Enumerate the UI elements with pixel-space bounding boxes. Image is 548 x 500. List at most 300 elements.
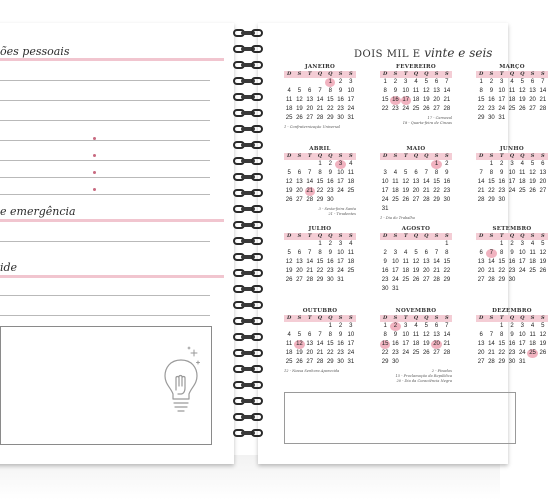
weekday-letter: S — [349, 71, 353, 77]
day-cell: 23 — [498, 188, 506, 194]
spiral-ring — [231, 396, 267, 408]
month-calendar — [476, 225, 548, 285]
day-cell: 9 — [510, 250, 514, 256]
day-cell: 2 — [445, 161, 449, 167]
day-cell: 12 — [296, 97, 303, 103]
day-cell: 11 — [347, 170, 354, 176]
holiday-note: 3 - Sexta-feira Santa — [318, 207, 356, 211]
weekday-header — [284, 315, 356, 322]
day-cell: 4 — [287, 332, 291, 338]
day-cell: 12 — [529, 170, 536, 176]
day-cell: 16 — [337, 97, 344, 103]
month-calendar — [284, 225, 356, 285]
day-cell: 16 — [326, 259, 334, 265]
weekday-letter: Q — [509, 153, 515, 159]
ring-loop-right — [251, 189, 263, 197]
month-name: JULHO — [308, 226, 332, 232]
day-grid — [476, 78, 548, 123]
day-cell: 21 — [316, 350, 324, 356]
weekday-header — [284, 153, 356, 160]
day-cell: 22 — [326, 106, 334, 112]
day-cell: 24 — [508, 188, 516, 194]
holiday-note: 20 - Dia da Consciência Negra — [396, 379, 452, 383]
day-cell: 3 — [404, 323, 408, 329]
weekday-letter: D — [286, 71, 292, 77]
empty-day-cell — [401, 160, 411, 169]
day-cell: 28 — [443, 106, 451, 112]
day-cell: 14 — [306, 259, 314, 265]
weekday-header — [476, 71, 548, 78]
day-cell: 30 — [443, 197, 451, 203]
day-cell: 6 — [434, 323, 439, 329]
spiral-ring — [231, 92, 267, 104]
weekday-header — [380, 71, 452, 78]
day-cell: 8 — [328, 88, 332, 94]
day-cell: 29 — [316, 197, 324, 203]
day-cell: 9 — [338, 88, 343, 94]
day-cell: 18 — [285, 350, 293, 356]
day-cell: 3 — [510, 161, 514, 167]
empty-day-cell — [411, 240, 421, 249]
day-cell: 28 — [316, 115, 324, 121]
day-cell: 1 — [318, 241, 322, 247]
day-cell: 29 — [316, 277, 324, 283]
ring-loop-right — [251, 93, 263, 101]
day-cell: 24 — [347, 106, 355, 112]
day-cell: 15 — [316, 179, 324, 185]
day-cell: 30 — [326, 277, 334, 283]
weekday-letter: T — [499, 153, 504, 159]
day-cell: 13 — [539, 170, 547, 176]
day-cell: 30 — [392, 359, 399, 365]
day-grid — [380, 322, 452, 367]
empty-day-cell — [315, 322, 325, 331]
month-name: DEZEMBRO — [492, 308, 532, 314]
day-cell: 1 — [383, 79, 387, 85]
spiral-ring — [231, 380, 267, 392]
day-cell: 24 — [347, 350, 355, 356]
day-cell: 16 — [508, 341, 516, 347]
ring-loop-right — [251, 301, 263, 309]
day-cell: 8 — [328, 332, 332, 338]
day-cell: 4 — [530, 323, 535, 329]
write-line[interactable] — [0, 160, 210, 161]
write-line[interactable] — [0, 100, 210, 101]
day-cell: 29 — [477, 115, 485, 121]
month-name: OUTUBRO — [302, 308, 338, 314]
spiral-ring — [231, 204, 267, 216]
day-cell: 3 — [338, 241, 343, 247]
day-cell: 6 — [479, 332, 483, 338]
day-cell: 28 — [443, 350, 451, 356]
write-line[interactable] — [0, 315, 210, 316]
weekday-letter: S — [541, 233, 545, 239]
day-cell: 17 — [337, 259, 344, 265]
day-cell: 22 — [326, 350, 334, 356]
day-cell: 19 — [422, 341, 430, 347]
day-cell: 23 — [326, 268, 334, 274]
day-cell: 5 — [541, 323, 545, 329]
empty-day-cell — [401, 240, 411, 249]
holiday-note: 1 - Dia do Trabalho — [380, 216, 416, 220]
ring-loop-right — [251, 397, 263, 405]
weekday-letter: D — [478, 315, 484, 321]
day-cell: 13 — [422, 259, 430, 265]
day-cell: 11 — [286, 97, 293, 103]
day-cell: 7 — [308, 250, 312, 256]
day-cell: 25 — [412, 350, 420, 356]
ring-loop-right — [251, 349, 263, 357]
ring-loop-right — [251, 381, 263, 389]
month-calendar — [476, 145, 548, 205]
day-cell: 27 — [477, 277, 485, 283]
weekday-letter: Q — [317, 315, 323, 321]
ring-loop-right — [251, 205, 263, 213]
ring-loop-right — [251, 269, 263, 277]
day-cell: 18 — [412, 97, 420, 103]
weekday-letter: S — [489, 153, 494, 159]
day-cell: 10 — [337, 250, 344, 256]
weekday-letter: S — [541, 71, 545, 77]
month-calendar — [476, 307, 548, 367]
ring-loop-right — [251, 253, 263, 261]
day-cell: 7 — [308, 170, 312, 176]
day-cell: 17 — [518, 259, 526, 265]
day-cell: 24 — [392, 277, 399, 283]
ring-loop-right — [251, 413, 263, 421]
day-cell: 22 — [316, 188, 324, 194]
empty-day-cell — [284, 78, 294, 87]
day-cell: 20 — [539, 179, 547, 185]
day-cell: 10 — [347, 88, 355, 94]
day-cell: 7 — [424, 170, 428, 176]
weekday-letter: S — [338, 315, 343, 321]
day-cell: 16 — [392, 97, 399, 103]
day-cell: 21 — [433, 268, 440, 274]
weekday-letter: Q — [424, 153, 429, 159]
spiral-ring — [231, 332, 267, 344]
weekday-letter: Q — [509, 71, 515, 77]
day-cell: 5 — [414, 250, 418, 256]
title-caps: DOIS MIL E — [354, 49, 425, 60]
day-cell: 16 — [443, 179, 451, 185]
holiday-note: 17 - Carnaval — [427, 116, 452, 120]
weekday-letter: Q — [424, 233, 429, 239]
day-cell: 25 — [529, 350, 536, 356]
holiday-list — [380, 116, 452, 126]
day-cell: 22 — [498, 350, 506, 356]
ring-loop-right — [251, 109, 263, 117]
day-cell: 14 — [443, 332, 451, 338]
day-cell: 22 — [381, 106, 389, 112]
day-cell: 26 — [422, 106, 430, 112]
day-cell: 26 — [422, 350, 430, 356]
spiral-ring — [231, 236, 267, 248]
day-cell: 11 — [392, 179, 399, 185]
day-cell: 20 — [433, 97, 440, 103]
day-cell: 14 — [477, 179, 485, 185]
day-cell: 24 — [381, 197, 389, 203]
weekday-header — [380, 233, 452, 240]
holiday-note: 2 - Finados — [431, 369, 452, 373]
day-cell: 10 — [518, 332, 526, 338]
day-cell: 10 — [402, 88, 410, 94]
weekday-header — [284, 233, 356, 240]
spiral-ring — [231, 140, 267, 152]
weekday-letter: Q — [520, 233, 525, 239]
day-cell: 27 — [306, 115, 314, 121]
day-cell: 9 — [383, 259, 387, 265]
bullet-dot — [93, 188, 96, 191]
day-cell: 6 — [434, 79, 439, 85]
heading-underline — [0, 275, 224, 278]
holiday-list — [284, 207, 356, 217]
spiral-ring — [231, 348, 267, 360]
weekday-letter: Q — [317, 153, 323, 159]
day-cell: 17 — [347, 97, 355, 103]
write-line[interactable] — [0, 295, 210, 296]
day-cell: 18 — [508, 97, 516, 103]
month-name: SETEMBRO — [492, 226, 532, 232]
weekday-letter: D — [382, 71, 388, 77]
day-cell: 7 — [445, 79, 449, 85]
write-line[interactable] — [0, 177, 210, 178]
spiral-ring — [231, 364, 267, 376]
holiday-note: 1 - Confraternização Universal — [284, 125, 340, 129]
empty-day-cell — [380, 240, 390, 249]
day-grid — [476, 160, 548, 205]
day-cell: 20 — [433, 341, 440, 347]
weekday-letter: S — [445, 153, 449, 159]
weekday-letter: S — [393, 71, 398, 77]
spiral-ring — [231, 428, 267, 440]
weekday-letter: Q — [520, 153, 525, 159]
weekday-letter: T — [307, 233, 312, 239]
day-grid — [284, 78, 356, 123]
day-cell: 17 — [381, 188, 389, 194]
weekday-letter: S — [530, 233, 535, 239]
day-cell: 21 — [443, 341, 451, 347]
ring-loop-right — [251, 365, 263, 373]
write-line[interactable] — [0, 80, 210, 81]
day-cell: 23 — [326, 188, 334, 194]
empty-day-cell — [305, 160, 315, 169]
day-cell: 21 — [539, 97, 547, 103]
day-cell: 24 — [518, 268, 526, 274]
day-cell: 24 — [337, 268, 344, 274]
weekday-letter: T — [403, 315, 408, 321]
day-cell: 6 — [414, 170, 418, 176]
day-cell: 8 — [318, 250, 322, 256]
day-cell: 2 — [328, 161, 332, 167]
weekday-header — [284, 71, 356, 78]
day-cell: 31 — [392, 286, 399, 292]
day-cell: 24 — [402, 350, 410, 356]
day-cell: 28 — [539, 106, 547, 112]
day-cell: 2 — [338, 323, 343, 329]
day-cell: 19 — [518, 97, 526, 103]
day-grid — [476, 240, 548, 285]
day-cell: 5 — [520, 79, 524, 85]
day-cell: 9 — [393, 88, 398, 94]
day-cell: 13 — [306, 341, 314, 347]
ring-loop-right — [251, 429, 263, 437]
empty-day-cell — [294, 78, 304, 87]
ring-loop-right — [251, 317, 263, 325]
write-line[interactable] — [0, 120, 210, 121]
write-line[interactable] — [0, 194, 210, 195]
day-cell: 20 — [306, 350, 314, 356]
day-cell: 26 — [412, 277, 420, 283]
weekday-header — [380, 153, 452, 160]
day-cell: 25 — [412, 106, 420, 112]
day-cell: 26 — [296, 359, 303, 365]
empty-day-cell — [431, 240, 441, 249]
day-cell: 13 — [477, 259, 485, 265]
weekday-letter: Q — [520, 315, 525, 321]
day-cell: 1 — [489, 161, 494, 167]
day-cell: 31 — [347, 359, 355, 365]
day-cell: 19 — [539, 341, 547, 347]
day-cell: 13 — [529, 88, 536, 94]
calendar-notes-box[interactable] — [284, 392, 516, 444]
weekday-letter: S — [297, 233, 302, 239]
day-cell: 12 — [518, 88, 526, 94]
day-cell: 14 — [422, 179, 430, 185]
day-cell: 5 — [287, 170, 291, 176]
day-cell: 25 — [392, 197, 399, 203]
day-cell: 2 — [510, 323, 514, 329]
day-cell: 16 — [337, 341, 344, 347]
day-cell: 15 — [488, 179, 495, 185]
day-cell: 23 — [508, 268, 516, 274]
day-grid — [284, 240, 356, 285]
day-cell: 5 — [297, 332, 302, 338]
day-cell: 1 — [479, 79, 483, 85]
heading-underline — [0, 58, 224, 61]
day-grid — [284, 160, 356, 205]
weekday-letter: S — [489, 233, 494, 239]
day-cell: 10 — [402, 332, 410, 338]
day-cell: 19 — [422, 97, 430, 103]
day-cell: 3 — [393, 250, 398, 256]
day-cell: 18 — [402, 268, 410, 274]
day-cell: 3 — [520, 323, 524, 329]
weekday-letter: Q — [328, 233, 333, 239]
month-name: NOVEMBRO — [395, 308, 437, 314]
weekday-header — [476, 315, 548, 322]
day-cell: 27 — [433, 106, 440, 112]
day-cell: 14 — [488, 259, 495, 265]
health-heading: ide — [0, 261, 18, 274]
holiday-list — [284, 125, 356, 130]
day-cell: 6 — [541, 161, 545, 167]
day-cell: 11 — [347, 250, 354, 256]
weekday-letter: Q — [328, 315, 333, 321]
day-cell: 1 — [431, 160, 441, 169]
day-cell: 3 — [383, 170, 387, 176]
day-cell: 26 — [518, 106, 526, 112]
day-cell: 1 — [500, 323, 504, 329]
day-cell: 15 — [433, 179, 440, 185]
day-cell: 2 — [390, 322, 400, 331]
spiral-ring — [231, 188, 267, 200]
day-cell: 23 — [337, 106, 344, 112]
day-cell: 28 — [433, 277, 440, 283]
day-cell: 12 — [422, 332, 430, 338]
day-cell: 3 — [349, 79, 353, 85]
weekday-letter: Q — [328, 71, 333, 77]
bullet-dot — [93, 154, 96, 157]
write-line[interactable] — [0, 140, 210, 141]
day-cell: 6 — [308, 332, 312, 338]
day-cell: 28 — [422, 197, 430, 203]
personal-info-heading: ões pessoais — [0, 45, 70, 58]
weekday-letter: Q — [317, 233, 323, 239]
spiral-ring — [231, 220, 267, 232]
day-cell: 31 — [337, 277, 344, 283]
day-cell: 21 — [443, 97, 451, 103]
day-cell: 18 — [529, 259, 536, 265]
day-cell: 2 — [489, 79, 494, 85]
weekday-letter: S — [338, 153, 343, 159]
day-cell: 5 — [424, 79, 428, 85]
day-cell: 9 — [328, 250, 332, 256]
day-cell: 13 — [296, 179, 303, 185]
weekday-letter: D — [286, 153, 292, 159]
weekday-letter: D — [382, 315, 388, 321]
day-cell: 17 — [402, 97, 410, 103]
weekday-letter: Q — [424, 315, 429, 321]
write-line[interactable] — [0, 241, 210, 242]
day-cell: 27 — [306, 359, 314, 365]
day-cell: 19 — [539, 259, 547, 265]
month-name: FEVEREIRO — [396, 64, 436, 70]
month-name: MARÇO — [499, 64, 525, 70]
day-cell: 3 — [520, 241, 524, 247]
spiral-ring — [231, 44, 267, 56]
day-cell: 29 — [498, 359, 506, 365]
day-cell: 18 — [392, 188, 399, 194]
spiral-ring — [231, 156, 267, 168]
day-cell: 23 — [508, 350, 516, 356]
day-cell: 2 — [500, 161, 504, 167]
day-cell: 10 — [381, 179, 389, 185]
day-cell: 21 — [477, 188, 485, 194]
day-cell: 26 — [539, 350, 547, 356]
day-cell: 2 — [510, 241, 514, 247]
weekday-letter: S — [434, 153, 439, 159]
day-cell: 10 — [518, 250, 526, 256]
spiral-ring — [231, 108, 267, 120]
weekday-letter: Q — [413, 71, 419, 77]
empty-day-cell — [476, 240, 486, 249]
day-cell: 7 — [541, 79, 545, 85]
day-cell: 7 — [318, 88, 322, 94]
day-cell: 11 — [519, 170, 526, 176]
day-cell: 4 — [510, 79, 514, 85]
day-cell: 8 — [445, 250, 449, 256]
weekday-letter: S — [338, 71, 343, 77]
weekday-letter: S — [530, 315, 535, 321]
weekday-letter: Q — [413, 315, 419, 321]
day-cell: 23 — [337, 350, 344, 356]
weekday-letter: T — [307, 315, 312, 321]
day-cell: 13 — [433, 332, 440, 338]
day-cell: 15 — [443, 259, 451, 265]
day-cell: 20 — [422, 268, 430, 274]
weekday-letter: Q — [317, 71, 323, 77]
